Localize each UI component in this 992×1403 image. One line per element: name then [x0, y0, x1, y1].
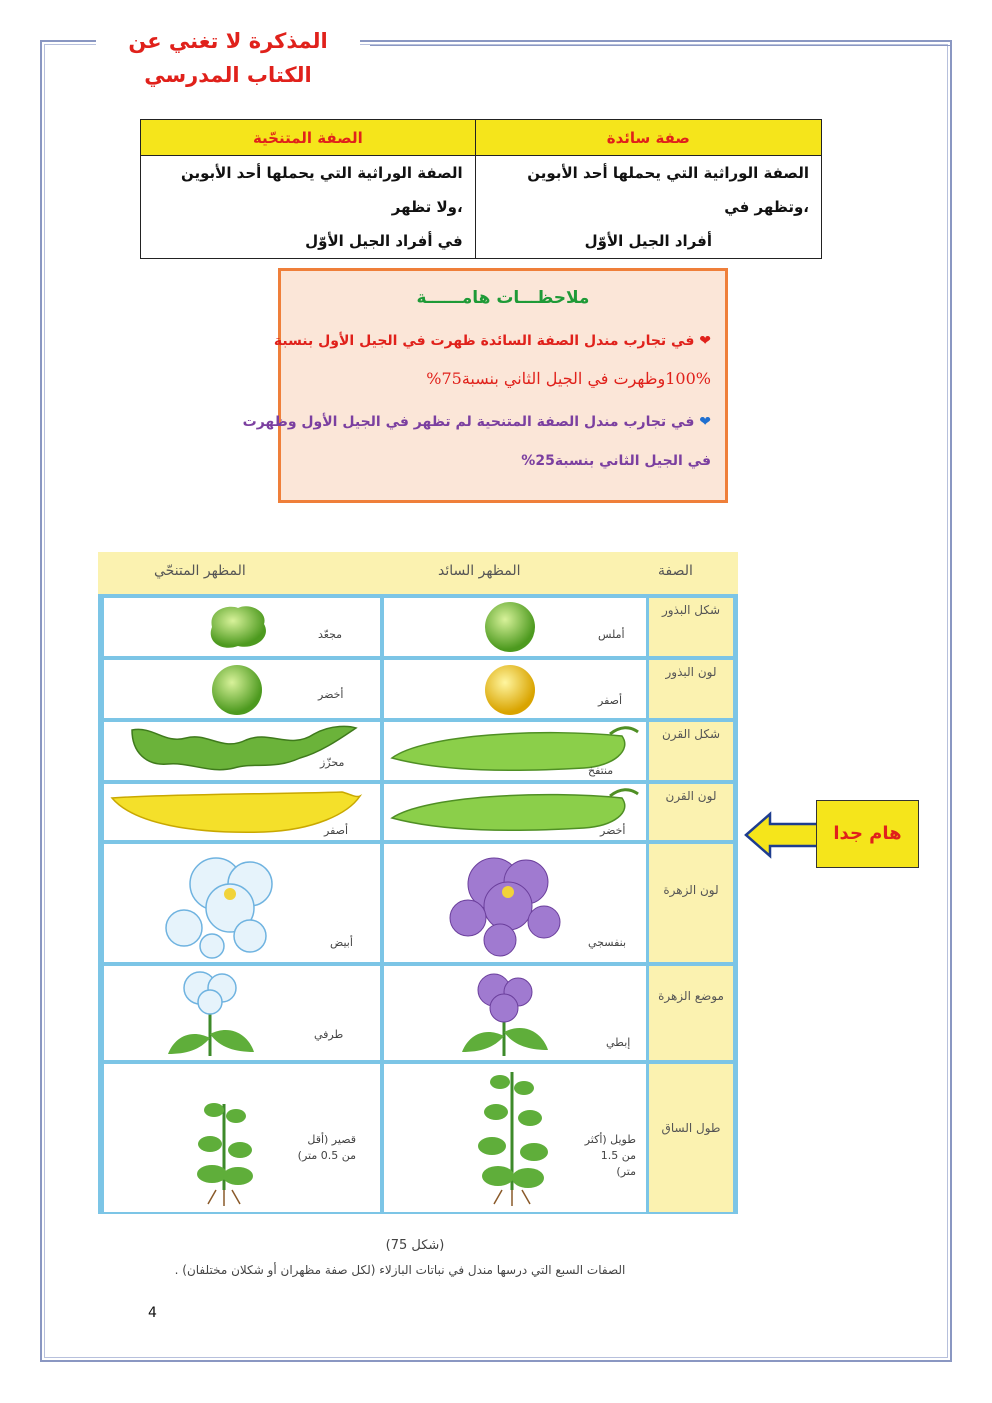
yellow-seed-image: [384, 660, 646, 718]
cell-green-seed: [104, 660, 380, 718]
trait-label-flower-position: موضع الزهرة: [658, 989, 724, 1003]
page-number: 4: [148, 1305, 157, 1321]
phenotype-yellow-seed: أصفر: [598, 694, 623, 707]
note-line-2: 100%وظهرت في الجيل الثاني بنسبة75%: [426, 369, 711, 388]
cell-axial-flower: [384, 966, 646, 1060]
cell-yellow-pod: [104, 784, 380, 840]
trait-cell-stem-length: [649, 1064, 733, 1212]
trait-cell-seed-color: [649, 660, 733, 718]
trait-cell-flower-color: [649, 844, 733, 962]
definitions-table: [140, 119, 822, 259]
note-line-1: [274, 333, 711, 349]
dominant-trait-heading: صفة سائدة: [475, 120, 821, 156]
note-line-3-text: في تجارب مندل الصفة المتنحية لم تظهر في الجيل الأول وظهرت: [242, 414, 695, 430]
note-line-4: في الجيل الثاني بنسبة25%: [521, 453, 711, 469]
figure-head-dominant: المظهر السائد: [438, 563, 521, 579]
cell-constricted-pod: [104, 722, 380, 780]
phenotype-smooth: أملس: [598, 628, 625, 641]
left-arrow-icon: [742, 810, 822, 860]
terminal-flower-image: [104, 966, 380, 1060]
header-rule: [370, 40, 952, 46]
red-heart-icon: ❤: [699, 333, 711, 349]
important-notes-box: [242, 268, 728, 503]
dominant-def-line1: الصفة الوراثية التي يحملها أحد الأبوين ،وتظهر في: [527, 164, 809, 216]
figure-head-trait: الصفة: [658, 563, 693, 579]
recessive-def-line2: في أفراد الجيل الأوّل: [305, 232, 463, 250]
trait-label-pod-shape: شكل القرن: [661, 727, 721, 741]
figure-caption: الصفات السبع التي درسها مندل في نباتات البازلاء (لكل صفة مظهران أو شكلان مختلفان) .: [174, 1263, 626, 1277]
trait-label-pod-color: لون القرن: [665, 789, 717, 803]
trait-label-seed-shape: شكل البذور: [661, 603, 721, 617]
cell-white-flower: [104, 844, 380, 962]
figure-number: (شكل 75): [385, 1238, 445, 1253]
note-line-3: [243, 414, 711, 430]
recessive-trait-heading: الصفة المتنحّية: [141, 120, 476, 156]
recessive-def-line1: الصفة الوراثية التي يحملها أحد الأبوين ،ولا تظهر: [180, 164, 463, 216]
mendel-traits-figure: [98, 552, 738, 1214]
phenotype-wrinkled: مجعّد: [318, 628, 343, 641]
trait-label-seed-color: لون البذور: [665, 665, 717, 679]
cell-inflated-pod: [384, 722, 646, 780]
phenotype-yellow-pod: أصفر: [324, 824, 349, 837]
phenotype-terminal: طرفي: [314, 1028, 344, 1041]
figure-head-recessive: المظهر المتنحّي: [154, 563, 246, 579]
trait-label-flower-color: لون الزهرة: [663, 883, 719, 897]
phenotype-violet: بنفسجي: [588, 936, 627, 949]
constricted-pod-image: [104, 722, 380, 780]
trait-cell-pod-shape: [649, 722, 733, 780]
cell-round-seed: [384, 598, 646, 656]
phenotype-axial: إبطي: [606, 1036, 631, 1049]
phenotype-tall: طويل (أكثر من 1.5 متر): [584, 1133, 636, 1178]
header-title: المذكرة لا تغني عن الكتاب المدرسي: [96, 24, 360, 58]
trait-label-stem-length: طول الساق: [661, 1121, 721, 1135]
cell-wrinkled-seed: [104, 598, 380, 656]
phenotype-constricted: محزّز: [320, 756, 345, 769]
phenotype-green-seed: أخضر: [318, 688, 344, 701]
note-line-1-text: في تجارب مندل الصفة السائدة ظهرت في الجيل الأول بنسبة: [273, 333, 695, 349]
blue-heart-icon: ❤: [699, 414, 711, 430]
figure-header: [98, 552, 738, 594]
cell-violet-flower: [384, 844, 646, 962]
cell-green-pod: [384, 784, 646, 840]
cell-tall-stem: [384, 1064, 646, 1212]
phenotype-green-pod: أخضر: [600, 824, 626, 837]
dominant-def-line2: أفراد الجيل الأوّل: [584, 232, 712, 250]
phenotype-short: قصير (أقل من 0.5 متر): [297, 1133, 356, 1162]
phenotype-white: أبيض: [330, 936, 353, 949]
cell-terminal-flower: [104, 966, 380, 1060]
recessive-trait-definition: [141, 156, 476, 259]
dominant-trait-definition: [475, 156, 821, 259]
phenotype-inflated: منتفخ: [588, 764, 614, 777]
trait-cell-seed-shape: [649, 598, 733, 656]
notes-title: ملاحظـــات هامــــــة: [416, 288, 590, 308]
trait-cell-flower-position: [649, 966, 733, 1060]
cell-yellow-seed: [384, 660, 646, 718]
very-important-callout: هام جدا: [816, 800, 919, 868]
wrinkled-seed-image: [104, 598, 380, 656]
trait-cell-pod-color: [649, 784, 733, 840]
cell-short-stem: [104, 1064, 380, 1212]
round-seed-image: [384, 598, 646, 656]
